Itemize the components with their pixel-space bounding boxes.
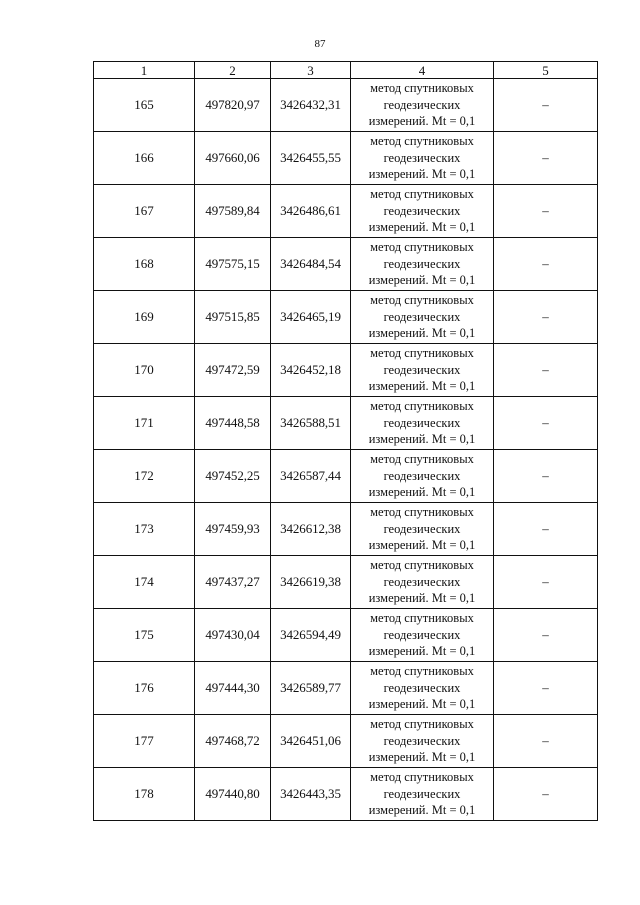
method-line: геодезических [383,203,461,218]
x-coordinate: 497452,25 [195,450,271,503]
y-coordinate: 3426451,06 [271,715,351,768]
method-description [351,132,494,185]
note: – [494,132,598,185]
method-line: метод спутниковых [370,187,474,202]
x-coordinate: 497468,72 [195,715,271,768]
method-line: геодезических [383,468,461,483]
method-line: измерений. Mt = 0,1 [368,697,476,712]
y-coordinate: 3426443,35 [271,768,351,821]
method-line: геодезических [383,150,461,165]
method-description [351,503,494,556]
method-line: измерений. Mt = 0,1 [368,273,476,288]
note: – [494,503,598,556]
table-row [94,715,598,768]
table-row [94,662,598,715]
method-line: измерений. Mt = 0,1 [368,326,476,341]
method-line: геодезических [383,309,461,324]
note: – [494,79,598,132]
method-line: метод спутниковых [370,399,474,414]
method-line: измерений. Mt = 0,1 [368,167,476,182]
x-coordinate: 497430,04 [195,609,271,662]
y-coordinate: 3426587,44 [271,450,351,503]
column-header-2: 2 [195,62,271,79]
note: – [494,344,598,397]
point-number: 176 [94,662,195,715]
x-coordinate: 497660,06 [195,132,271,185]
method-line: геодезических [383,415,461,430]
method-description [351,715,494,768]
method-line: геодезических [383,786,461,801]
y-coordinate: 3426589,77 [271,662,351,715]
note: – [494,450,598,503]
y-coordinate: 3426452,18 [271,344,351,397]
method-line: измерений. Mt = 0,1 [368,114,476,129]
method-line: измерений. Mt = 0,1 [368,644,476,659]
method-description [351,662,494,715]
y-coordinate: 3426486,61 [271,185,351,238]
page-number: 87 [314,38,326,50]
method-line: геодезических [383,97,461,112]
table-row [94,291,598,344]
table-row [94,556,598,609]
method-line: измерений. Mt = 0,1 [368,485,476,500]
method-line: метод спутниковых [370,505,474,520]
method-line: измерений. Mt = 0,1 [368,803,476,818]
method-line: измерений. Mt = 0,1 [368,538,476,553]
table-row [94,132,598,185]
point-number: 168 [94,238,195,291]
table-row [94,79,598,132]
x-coordinate: 497575,15 [195,238,271,291]
table-row [94,503,598,556]
table-row [94,185,598,238]
method-line: метод спутниковых [370,134,474,149]
method-line: геодезических [383,362,461,377]
method-line: метод спутниковых [370,611,474,626]
point-number: 173 [94,503,195,556]
method-line: геодезических [383,627,461,642]
method-line: метод спутниковых [370,664,474,679]
table-row [94,344,598,397]
x-coordinate: 497820,97 [195,79,271,132]
x-coordinate: 497440,80 [195,768,271,821]
method-line: метод спутниковых [370,293,474,308]
column-header-3: 3 [271,62,351,79]
y-coordinate: 3426432,31 [271,79,351,132]
y-coordinate: 3426455,55 [271,132,351,185]
table-row [94,768,598,821]
point-number: 175 [94,609,195,662]
method-line: измерений. Mt = 0,1 [368,379,476,394]
method-description [351,185,494,238]
method-line: метод спутниковых [370,452,474,467]
note: – [494,662,598,715]
point-number: 177 [94,715,195,768]
column-header-4: 4 [351,62,494,79]
method-line: геодезических [383,256,461,271]
note: – [494,609,598,662]
y-coordinate: 3426619,38 [271,556,351,609]
note: – [494,291,598,344]
x-coordinate: 497448,58 [195,397,271,450]
method-description [351,609,494,662]
method-line: метод спутниковых [370,240,474,255]
note: – [494,768,598,821]
method-line: геодезических [383,574,461,589]
method-line: метод спутниковых [370,558,474,573]
point-number: 165 [94,79,195,132]
table-body [94,79,598,821]
method-description [351,79,494,132]
method-description [351,768,494,821]
method-line: измерений. Mt = 0,1 [368,432,476,447]
column-header-1: 1 [94,62,195,79]
note: – [494,185,598,238]
x-coordinate: 497459,93 [195,503,271,556]
y-coordinate: 3426594,49 [271,609,351,662]
table-row [94,609,598,662]
method-description [351,556,494,609]
table-row [94,238,598,291]
method-line: метод спутниковых [370,81,474,96]
point-number: 178 [94,768,195,821]
method-line: метод спутниковых [370,346,474,361]
point-number: 171 [94,397,195,450]
y-coordinate: 3426465,19 [271,291,351,344]
method-description [351,291,494,344]
table-row [94,397,598,450]
note: – [494,397,598,450]
method-line: геодезических [383,680,461,695]
x-coordinate: 497472,59 [195,344,271,397]
point-number: 166 [94,132,195,185]
point-number: 170 [94,344,195,397]
method-line: метод спутниковых [370,717,474,732]
method-line: геодезических [383,733,461,748]
x-coordinate: 497589,84 [195,185,271,238]
method-description [351,238,494,291]
note: – [494,238,598,291]
y-coordinate: 3426612,38 [271,503,351,556]
method-line: метод спутниковых [370,770,474,785]
point-number: 167 [94,185,195,238]
note: – [494,715,598,768]
x-coordinate: 497437,27 [195,556,271,609]
method-line: измерений. Mt = 0,1 [368,591,476,606]
x-coordinate: 497444,30 [195,662,271,715]
column-header-5: 5 [494,62,598,79]
table-header-row [94,62,598,79]
table-row [94,450,598,503]
point-number: 172 [94,450,195,503]
point-number: 174 [94,556,195,609]
y-coordinate: 3426484,54 [271,238,351,291]
method-line: измерений. Mt = 0,1 [368,750,476,765]
method-description [351,344,494,397]
method-description [351,397,494,450]
method-line: геодезических [383,521,461,536]
coordinates-table [93,61,598,821]
method-description [351,450,494,503]
x-coordinate: 497515,85 [195,291,271,344]
y-coordinate: 3426588,51 [271,397,351,450]
note: – [494,556,598,609]
method-line: измерений. Mt = 0,1 [368,220,476,235]
point-number: 169 [94,291,195,344]
